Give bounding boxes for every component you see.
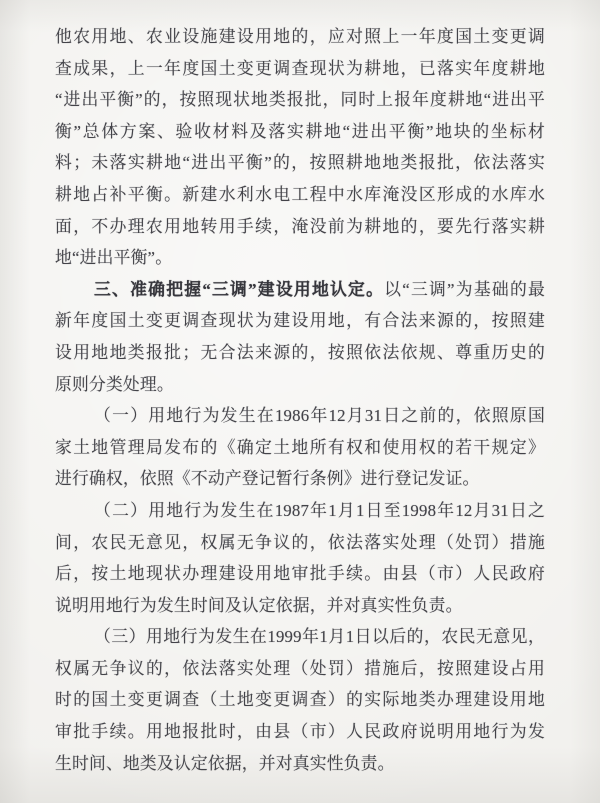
text-segment: 进行确权，依照《不动产登记暂行条例》进行登记发证。 xyxy=(55,469,480,489)
document-line xyxy=(55,653,545,685)
text-segment: 新年度国土变更调查现状为建设用地，有合法来源的，按照建 xyxy=(55,311,545,331)
text-segment: 地“进出平衡”。 xyxy=(55,248,173,268)
text-segment: （三）用地行为发生在1999年1月1日以后的，农民无意见， xyxy=(94,627,545,647)
text-segment: 他农用地、农业设施建设用地的，应对照上一年度国土变更调 xyxy=(55,27,545,46)
paragraph-1 xyxy=(55,21,545,274)
paragraph-2 xyxy=(55,274,545,400)
document-line xyxy=(55,590,545,622)
document-line xyxy=(55,179,545,211)
document-line xyxy=(55,84,545,116)
text-segment: （二）用地行为发生在1987年1月1日至1998年12月31日之 xyxy=(94,500,545,520)
paragraph-5 xyxy=(55,621,545,779)
text-segment: 间，农民无意见，权属无争议的，依法落实处理（处罚）措施 xyxy=(55,532,545,552)
text-segment: 料；未落实耕地“进出平衡”的，按照耕地地类报批，依法落实 xyxy=(55,153,545,173)
text-segment: 原则分类处理。 xyxy=(55,374,174,394)
document-line xyxy=(55,147,545,179)
document-line xyxy=(55,21,545,53)
document-line xyxy=(55,748,545,780)
text-segment: 后，按土地现状办理建设用地审批手续。由县（市）人民政府 xyxy=(55,564,545,584)
document-line xyxy=(55,621,545,653)
document-line xyxy=(55,527,545,559)
text-segment: 说明用地行为发生时间及认定依据，并对真实性负责。 xyxy=(55,595,463,615)
text-segment: 时的国土变更调查（土地变更调查）的实际地类办理建设用地 xyxy=(55,690,545,710)
document-line xyxy=(55,684,545,716)
document-line xyxy=(55,337,545,369)
text-segment: 衡”总体方案、验收材料及落实耕地“进出平衡”地块的坐标材 xyxy=(55,121,545,141)
text-segment: 权属无争议的，依法落实处理（处罚）措施后，按照建设占用 xyxy=(55,658,545,678)
document-line xyxy=(55,558,545,590)
text-segment: 审批手续。用地报批时，由县（市）人民政府说明用地行为发 xyxy=(55,722,545,742)
paragraph-4 xyxy=(55,495,545,621)
document-line xyxy=(55,716,545,748)
section-heading-segment: 三、准确把握“三调”建设用地认定。 xyxy=(94,279,385,299)
text-segment: （一）用地行为发生在1986年12月31日之前的，依照原国 xyxy=(94,406,545,426)
text-segment: “进出平衡”的，按照现状地类报批，同时上报年度耕地“进出平 xyxy=(55,90,545,110)
document-line xyxy=(55,305,545,337)
text-segment: 以“三调”为基础的最 xyxy=(384,279,545,299)
text-segment: 生时间、地类及认定依据，并对真实性负责。 xyxy=(55,753,395,773)
text-segment: 查成果，上一年度国土变更调查现状为耕地，已落实年度耕地 xyxy=(55,58,545,78)
document-text-block xyxy=(55,21,545,779)
paragraph-3 xyxy=(55,400,545,495)
document-line xyxy=(55,242,545,274)
document-line xyxy=(55,211,545,243)
document-line xyxy=(55,400,545,432)
document-line xyxy=(55,53,545,85)
document-line xyxy=(55,463,545,495)
document-line xyxy=(55,274,545,306)
document-line xyxy=(55,369,545,401)
text-segment: 设用地地类报批；无合法来源的，按照依法依规、尊重历史的 xyxy=(55,342,545,362)
document-line xyxy=(55,495,545,527)
text-segment: 面，不办理农用地转用手续，淹没前为耕地的，要先行落实耕 xyxy=(55,216,545,236)
document-line xyxy=(55,432,545,464)
text-segment: 家土地管理局发布的《确定土地所有权和使用权的若干规定》 xyxy=(55,437,545,457)
text-segment: 耕地占补平衡。新建水利水电工程中水库淹没区形成的水库水 xyxy=(55,184,545,204)
document-line xyxy=(55,116,545,148)
